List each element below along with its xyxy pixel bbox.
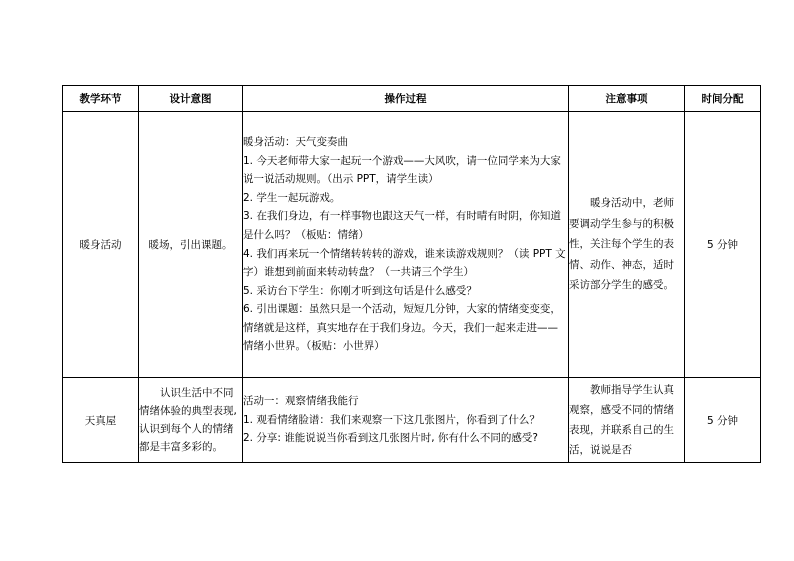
header-process: 操作过程 [243,86,569,112]
header-intent: 设计意图 [139,86,243,112]
header-notes: 注意事项 [569,86,685,112]
process-cell [243,378,569,463]
header-stage: 教学环节 [63,86,139,112]
process-line: 活动一：观察情绪我能行 [243,395,359,408]
table-row [63,378,761,463]
notes-cell [569,112,685,378]
process-line: 6. 引出课题：虽然只是一个活动，短短几分钟，大家的情绪变变变，情绪就是这样，真实地存在于我们身边。今天，我们一起来走进——情绪小世界。（板贴：小世界） [243,303,561,353]
intent-cell [139,378,243,463]
process-line: 2. 学生一起玩游戏。 [243,191,341,204]
lesson-plan-table [62,85,761,463]
time-cell: 5 分钟 [685,112,761,378]
process-line: 5. 采访台下学生：你刚才听到这句话是什么感受？ [243,284,477,297]
notes-text: 教师指导学生认真观察，感受不同的情绪表现，并联系自己的生活，说说是否 [569,384,674,456]
process-line: 2. 分享: 谁能说说当你看到这几张图片时, 你有什么不同的感受? [243,432,538,445]
notes-cell [569,378,685,463]
header-row [63,86,761,112]
table-row [63,112,761,378]
header-time: 时间分配 [685,86,761,112]
intent-cell: 暖场，引出课题。 [139,112,243,378]
process-cell [243,112,569,378]
stage-cell: 暖身活动 [63,112,139,378]
process-line: 3. 在我们身边，有一样事物也跟这天气一样，有时晴有时阴，你知道是什么吗？（板贴：情绪） [243,210,561,241]
process-line: 暖身活动：天气变奏曲 [243,135,348,148]
process-line: 4. 我们再来玩一个情绪转转转的游戏，谁来读游戏规则？（读 PPT 文字）谁想到前面来转动转盘？（一共请三个学生） [243,247,566,279]
time-cell: 5 分钟 [685,378,761,463]
notes-text: 暖身活动中，老师要调动学生参与的积极性，关注每个学生的表情、动作、神态，适时采访部分学生的感受。 [569,197,674,292]
stage-cell: 天真屋 [63,378,139,463]
process-line: 1. 今天老师带大家一起玩一个游戏——大风吹，请一位同学来为大家说一说活动规则。（出示 PPT，请学生读） [243,154,561,186]
process-line: 1. 观看情绪脸谱：我们来观察一下这几张图片，你看到了什么？ [243,413,540,426]
intent-text: 认识生活中不同情绪体验的典型表现,认识到每个人的情绪都是丰富多彩的。 [139,387,237,453]
